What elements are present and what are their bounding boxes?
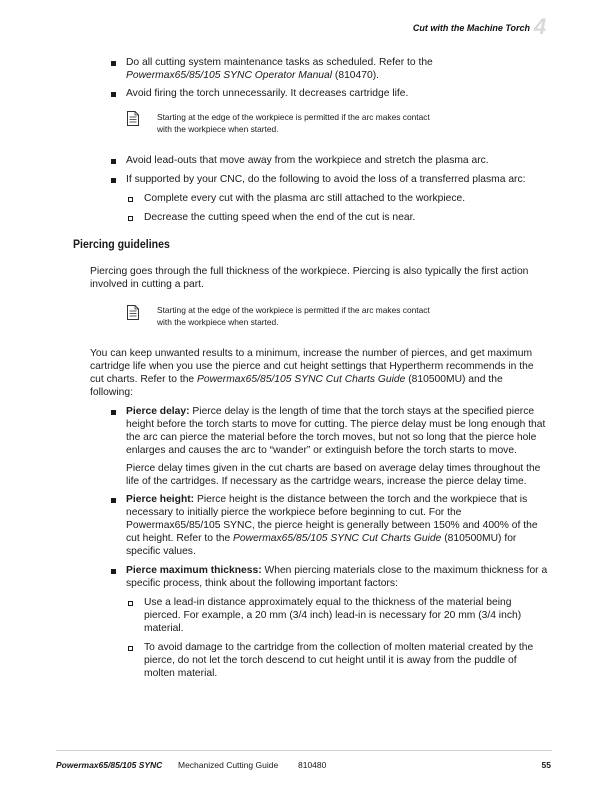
- note-text: Starting at the edge of the workpiece is permitted if the arc makes contact: [157, 305, 430, 315]
- intro-text: involved in cutting a part.: [90, 279, 204, 290]
- pierce-max-label: Pierce maximum thickness:: [126, 565, 262, 576]
- note-icon: [127, 111, 139, 126]
- intro-text: Piercing goes through the full thickness of the workpiece. Piercing is also typically the first action: [90, 266, 529, 277]
- sub-bullet-text: material.: [144, 623, 184, 634]
- pierce-max-text: specific process, think about the following important factors:: [126, 578, 398, 589]
- bullet-text: [126, 69, 379, 82]
- pierce-height-text: necessary to initially pierce the workpiece before beginning to cut. For the: [126, 507, 462, 518]
- paragraph-text: cartridge life when you use the pierce and cut height settings that Hypertherm recommends in the: [90, 361, 534, 372]
- bullet-text: Avoid lead-outs that move away from the workpiece and stretch the plasma arc.: [126, 155, 489, 166]
- sub-bullet-text: pierced. For example, a 20 mm (3/4 inch) lead-in is necessary for 20 mm (3/4 inch): [144, 610, 522, 621]
- sub-bullet-text: Decrease the cutting speed when the end of the cut is near.: [144, 212, 416, 223]
- bullet-text: Avoid firing the torch unnecessarily. It decreases cartridge life.: [126, 88, 409, 99]
- header-section-title: Cut with the Machine Torch: [412, 23, 530, 33]
- pierce-height-fragment: (810500MU) for: [441, 533, 517, 544]
- note-text: Starting at the edge of the workpiece is permitted if the arc makes contact: [157, 112, 430, 122]
- section-heading: Piercing guidelines: [73, 237, 170, 251]
- note-text: with the workpiece when started.: [157, 317, 279, 327]
- sub-bullet-text: molten material.: [144, 668, 218, 679]
- note-text: with the workpiece when started.: [157, 124, 279, 134]
- paragraph-fragment: (810500MU) and the: [405, 374, 503, 385]
- bullet-square: [111, 498, 116, 503]
- bullet-square: [111, 61, 116, 66]
- pierce-delay-text: enlarges and causes the arc to “wander” or extinguish before the torch starts to move.: [126, 445, 517, 456]
- pierce-delay-label: Pierce delay:: [126, 406, 190, 417]
- footer-guide-name: Mechanized Cutting Guide: [178, 760, 279, 770]
- pierce-height-text: [126, 532, 516, 545]
- sub-bullet-text: Use a lead-in distance approximately equal to the thickness of the material being: [144, 597, 512, 608]
- sub-bullet-box: [128, 601, 133, 606]
- pierce-height-fragment: Pierce height is the distance between the torch and the workpiece that is: [194, 494, 528, 505]
- footer-page-number: 55: [541, 760, 551, 770]
- pierce-delay-text: [126, 405, 534, 418]
- sub-bullet-text: To avoid damage to the cartridge from the collection of molten material created by the: [144, 642, 534, 653]
- pierce-height-fragment: cut height. Refer to the: [126, 533, 234, 544]
- paragraph-text: You can keep unwanted results to a minimum, increase the number of pierces, and get maximum: [90, 348, 533, 359]
- bullet-square: [111, 410, 116, 415]
- pierce-height-text: [126, 493, 527, 506]
- sub-bullet-text: pierce, do not let the torch descend to cut height until it is away from the puddle of: [144, 655, 517, 666]
- cut-charts-guide-title: Powermax65/85/105 SYNC Cut Charts Guide: [197, 374, 406, 385]
- bullet-text: Do all cutting system maintenance tasks as scheduled. Refer to the: [126, 57, 433, 68]
- bullet-square: [111, 178, 116, 183]
- cut-charts-guide-title: Powermax65/85/105 SYNC Cut Charts Guide: [233, 533, 442, 544]
- sub-bullet-box: [128, 646, 133, 651]
- manual-part-number: (810470).: [332, 70, 379, 81]
- paragraph-fragment: cut charts. Refer to the: [90, 374, 198, 385]
- footer-part-number: 810480: [298, 760, 327, 770]
- paragraph-text: [90, 373, 503, 386]
- pierce-delay-text: the arc can pierce the material before the torch moves, but not so long that the pierce hole: [126, 432, 537, 443]
- sub-bullet-box: [128, 197, 133, 202]
- pierce-delay-fragment: Pierce delay is the length of time that the torch stays at the specified pierce: [189, 406, 535, 417]
- pierce-height-label: Pierce height:: [126, 494, 195, 505]
- pierce-delay-text: height before the torch starts to move for cutting. The pierce delay must be long enough that: [126, 419, 546, 430]
- bullet-square: [111, 159, 116, 164]
- pierce-delay-text: life of the cartridges. If necessary as the cartridge wears, increase the pierce delay time.: [126, 476, 527, 487]
- manual-title: Powermax65/85/105 SYNC Operator Manual: [126, 70, 333, 81]
- footer-product: Powermax65/85/105 SYNC: [56, 760, 163, 770]
- pierce-max-fragment: When piercing materials close to the maximum thickness for a: [261, 565, 548, 576]
- bullet-text: If supported by your CNC, do the following to avoid the loss of a transferred plasma arc:: [126, 174, 526, 185]
- pierce-height-text: specific values.: [126, 546, 196, 557]
- bullet-square: [111, 92, 116, 97]
- sub-bullet-box: [128, 216, 133, 221]
- bullet-square: [111, 569, 116, 574]
- paragraph-text: following:: [90, 387, 133, 398]
- pierce-delay-text: Pierce delay times given in the cut charts are based on average delay times throughout the: [126, 463, 541, 474]
- note-icon: [127, 305, 139, 320]
- footer-divider: [56, 750, 552, 751]
- pierce-height-text: Powermax65/85/105 SYNC, the pierce height is generally between 150% and 400% of the: [126, 520, 538, 531]
- header-chapter-number: 4: [534, 14, 547, 39]
- sub-bullet-text: Complete every cut with the plasma arc still attached to the workpiece.: [144, 193, 466, 204]
- pierce-max-text: [126, 564, 547, 577]
